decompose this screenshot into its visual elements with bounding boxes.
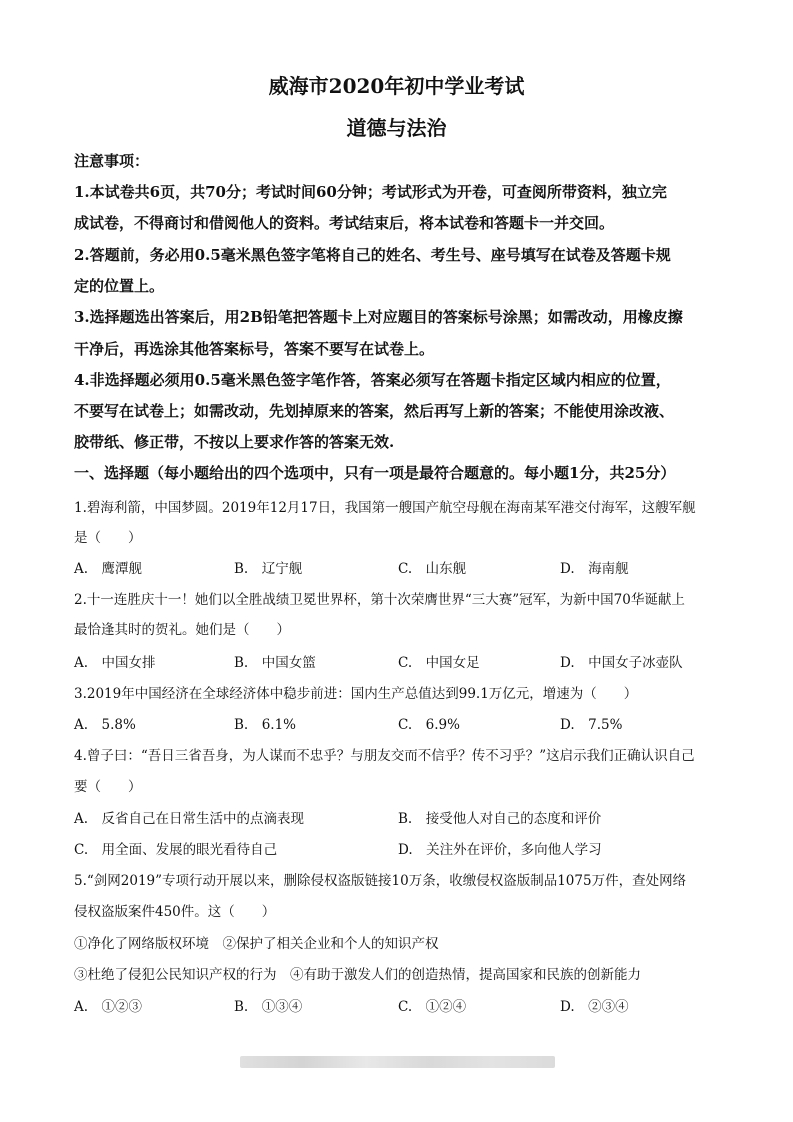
option-c: C. 山东舰	[398, 561, 467, 577]
option-b: B. 辽宁舰	[234, 561, 303, 577]
notice-line: 干净后，再选涂其他答案标号，答案不要写在试卷上。	[74, 340, 435, 358]
exam-subject: 道德与法治	[346, 116, 447, 140]
notice-line: 不要写在试卷上；如需改动，先划掉原来的答案，然后再写上新的答案；不能使用涂改液、	[74, 402, 675, 420]
notice-line: 成试卷，不得商讨和借阅他人的资料。考试结束后，将本试卷和答题卡一并交回。	[74, 214, 615, 232]
notice-heading: 注意事项：	[74, 152, 150, 170]
notice-line: 4.非选择题必须用0.5毫米黑色签字笔作答，答案必须写在答题卡指定区域内相应的位置，	[74, 371, 671, 389]
question-1-text: 1.碧海利箭，中国梦圆。2019年12月17日，我国第一艘国产航空母舰在海南某军港交付海军，这艘军舰	[74, 500, 696, 516]
option-a: A. 中国女排	[74, 655, 156, 671]
option-d: D. ②③④	[560, 999, 629, 1015]
option-d: D. 海南舰	[560, 561, 629, 577]
option-b: B. 6.1%	[234, 717, 297, 733]
option-c: C. ①②④	[398, 999, 467, 1015]
section-heading: 一、选择题（每小题给出的四个选项中，只有一项是最符合题意的。每小题1分，共25分）	[74, 464, 676, 482]
notice-line: 定的位置上。	[74, 277, 165, 295]
blurred-footer-watermark	[240, 1056, 555, 1068]
question-5-statements: ③杜绝了侵犯公民知识产权的行为 ④有助于激发人们的创造热情，提高国家和民族的创新能力	[74, 967, 641, 983]
option-b: B. 接受他人对自己的态度和评价	[398, 811, 602, 827]
option-c: C. 6.9%	[398, 717, 460, 733]
question-2-text: 2.十一连胜庆十一！她们以全胜战绩卫冕世界杯，第十次荣膺世界“三大赛”冠军，为新中国70华诞献上	[74, 592, 685, 608]
exam-title: 威海市2020年初中学业考试	[268, 74, 525, 98]
question-2-text: 最恰逢其时的贺礼。她们是（ ）	[74, 622, 290, 638]
question-5-text: 5.“剑网2019”专项行动开展以来，删除侵权盗版链接10万条，收缴侵权盗版制品1075万件，查处网络	[74, 873, 687, 889]
question-5-statements: ①净化了网络版权环境 ②保护了相关企业和个人的知识产权	[74, 936, 439, 952]
notice-line: 2.答题前，务必用0.5毫米黑色签字笔将自己的姓名、考生号、座号填写在试卷及答题卡规	[74, 246, 671, 264]
option-a: A. ①②③	[74, 999, 143, 1015]
question-1-text: 是（ ）	[74, 530, 142, 546]
notice-line: 胶带纸、修正带，不按以上要求作答的答案无效.	[74, 433, 395, 451]
notice-line: 3.选择题选出答案后，用2B铅笔把答题卡上对应题目的答案标号涂黑；如需改动，用橡皮擦	[74, 308, 683, 326]
option-b: B. ①③④	[234, 999, 303, 1015]
option-a: A. 反省自己在日常生活中的点滴表现	[74, 811, 305, 827]
question-5-text: 侵权盗版案件450件。这（ ）	[74, 904, 276, 920]
option-a: A. 5.8%	[74, 717, 136, 733]
option-c: C. 用全面、发展的眼光看待自己	[74, 842, 278, 858]
question-4-text: 4.曾子曰：“吾日三省吾身，为人谋而不忠乎？与朋友交而不信乎？传不习乎？”这启示我们正确认识自己	[74, 748, 695, 764]
option-c: C. 中国女足	[398, 655, 480, 671]
option-a: A. 鹰潭舰	[74, 561, 143, 577]
option-d: D. 关注外在评价，多向他人学习	[398, 842, 602, 858]
option-d: D. 7.5%	[560, 717, 623, 733]
option-d: D. 中国女子冰壶队	[560, 655, 683, 671]
option-b: B. 中国女篮	[234, 655, 316, 671]
question-3-text: 3.2019年中国经济在全球经济体中稳步前进：国内生产总值达到99.1万亿元，增速为（ ）	[74, 686, 638, 702]
question-4-text: 要（ ）	[74, 779, 142, 795]
notice-line: 1.本试卷共6页，共70分；考试时间60分钟；考试形式为开卷，可查阅所带资料，独立完	[74, 183, 667, 201]
